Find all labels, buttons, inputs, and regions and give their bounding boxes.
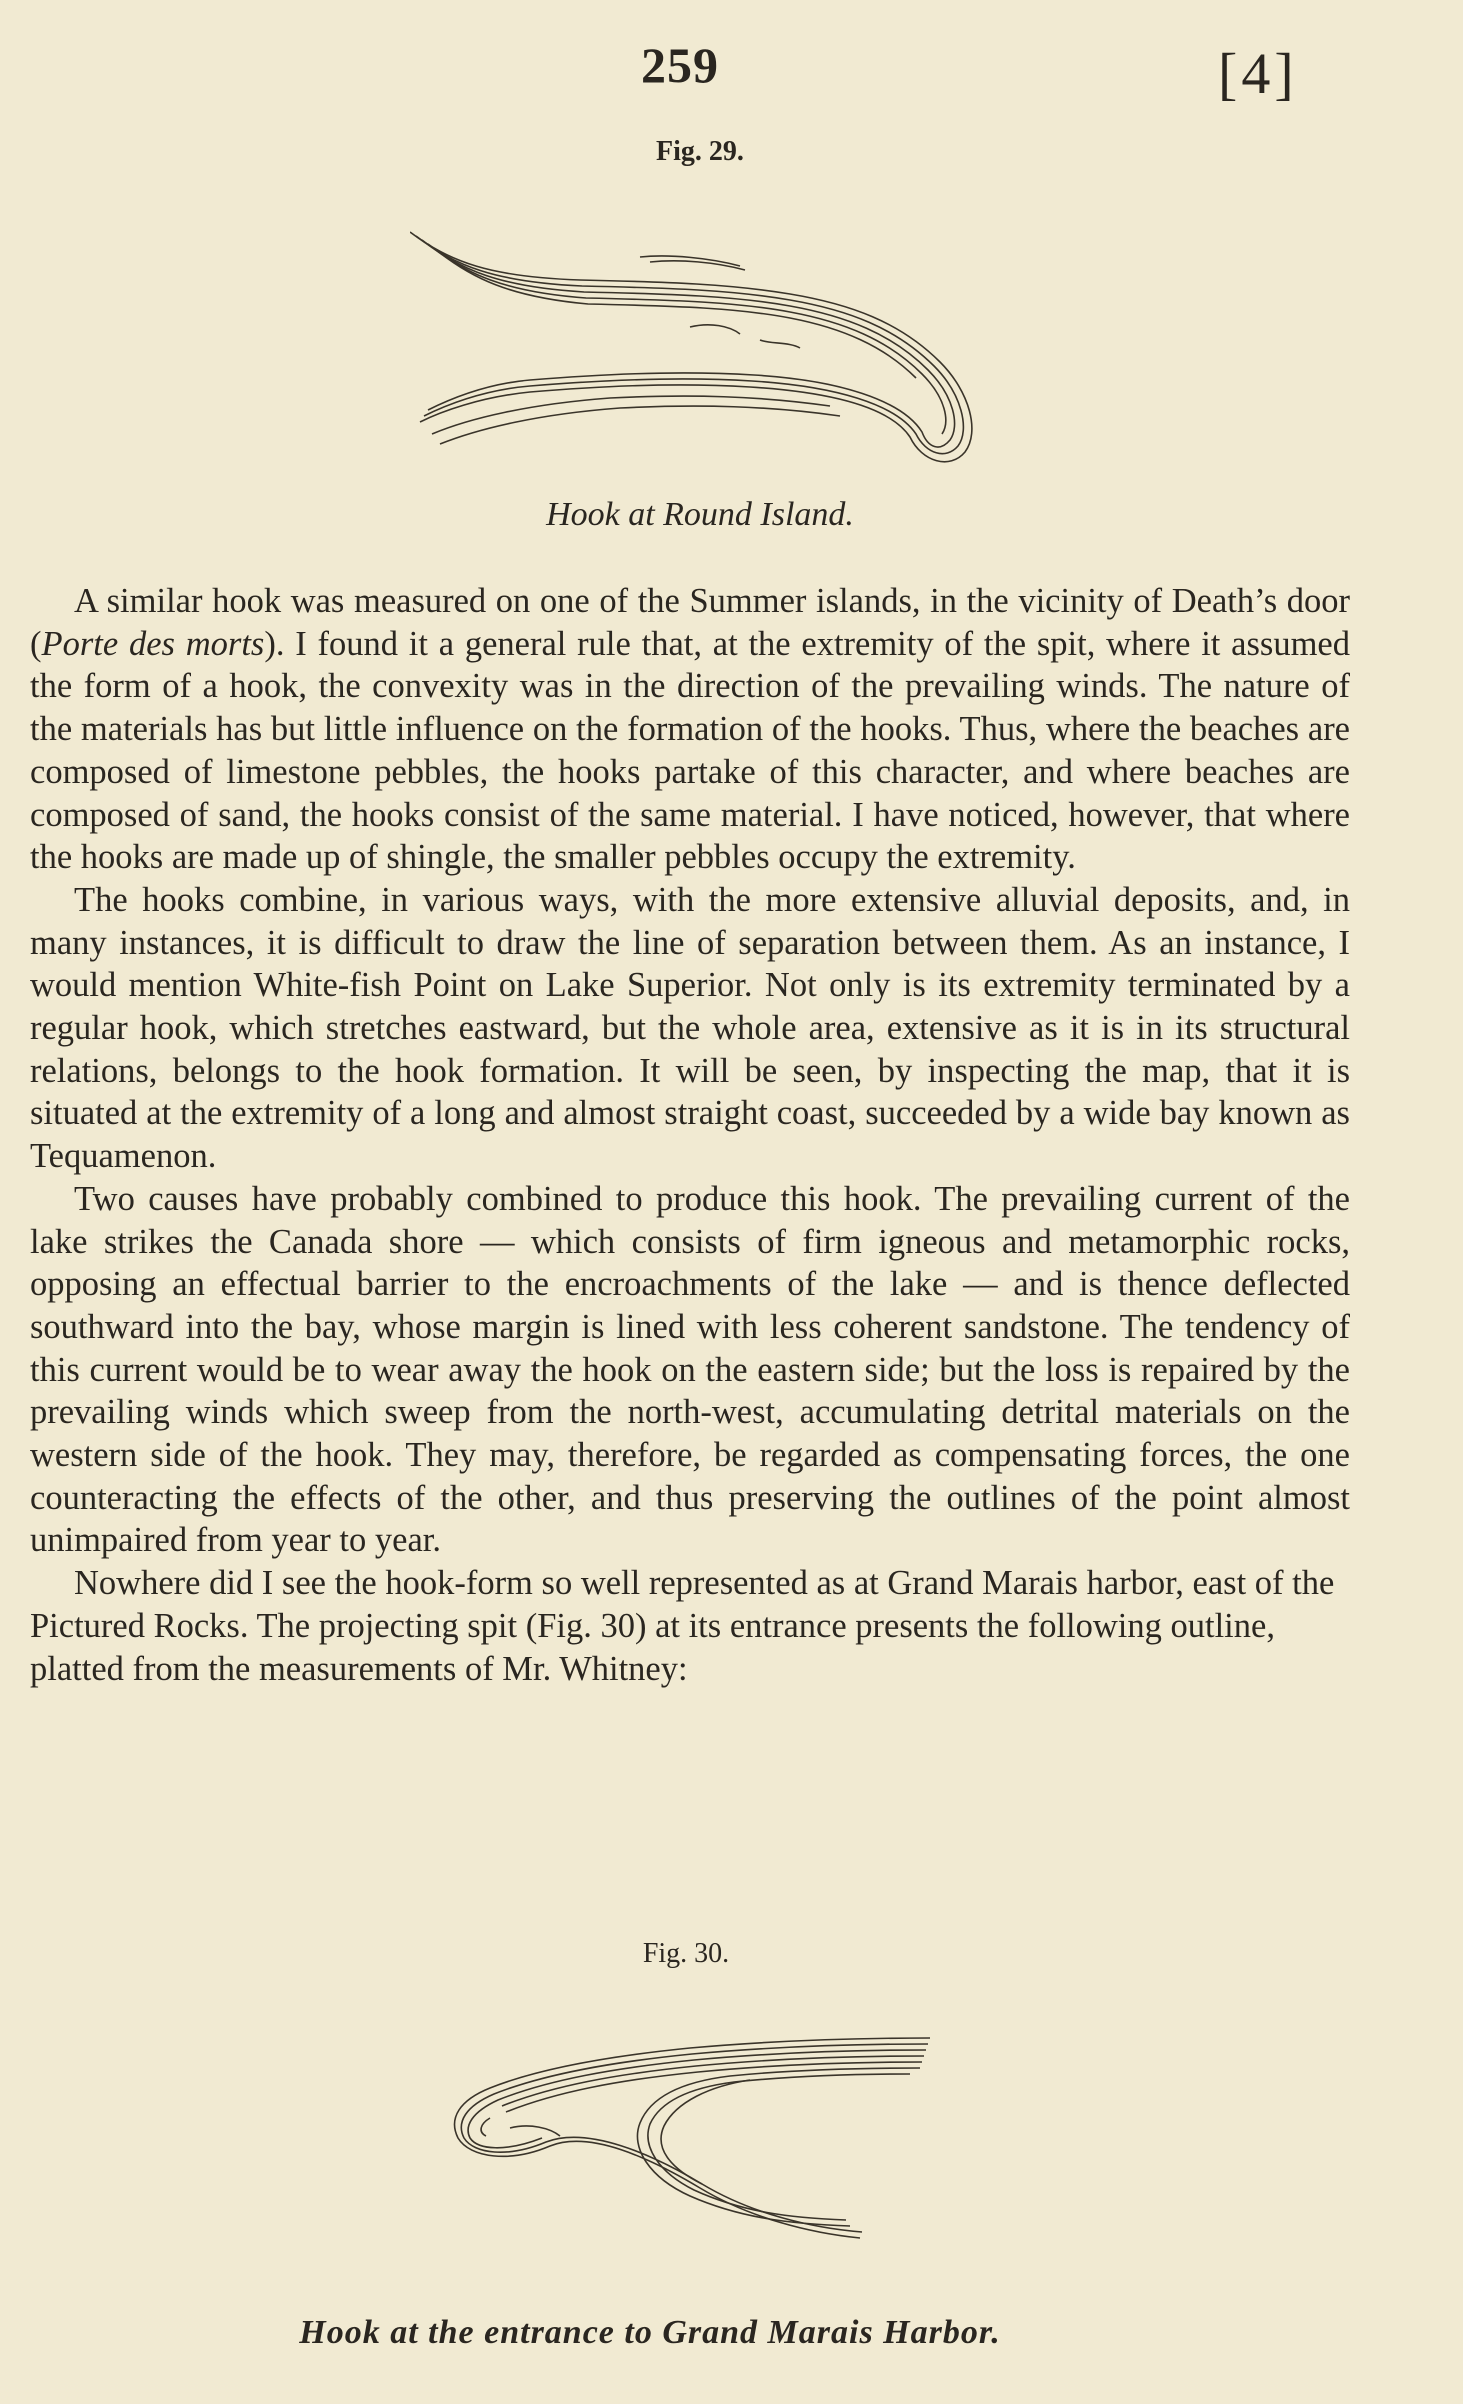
figure-29-hook-engraving: [410, 222, 1010, 472]
figure-30-hook-engraving: [450, 2028, 950, 2258]
figure-30-caption: Hook at the entrance to Grand Marais Harbor.: [299, 2314, 1001, 2351]
figure-29-caption: Hook at Round Island.: [546, 496, 854, 533]
body-text: [30, 580, 1350, 1690]
paragraph: Nowhere did I see the hook-form so well represented as at Grand Marais harbor, east of the Pictured Rocks. The projecting spit (Fig. 30) at its entrance presents the following outline, platted from the measurements of Mr. Whitney:: [30, 1564, 1335, 1688]
italic-term: Porte des morts: [41, 624, 265, 663]
figure-29-label: Fig. 29.: [656, 136, 744, 167]
page-number: 259: [641, 37, 719, 93]
paragraph-text: A similar hook was measured on one of the Summer islands, in the vicinity of Death’s door (: [30, 582, 1350, 663]
paragraph: [30, 580, 1350, 879]
paragraph: Two causes have probably combined to produce this hook. The prevailing current of the lake strikes the Canada shore — which consists of firm igneous and metamorphic rocks, opposing an effectual barrier to the encroachments of the lake — and is thence deflected southward into the bay, whose margin is lined with less coherent sandstone. The tendency of this current would be to wear away the hook on the eastern side; but the loss is repaired by the prevailing winds which sweep from the north-west, accumulating detrital materials on the western side of the hook. They may, therefore, be regarded as compensating forces, the one counteracting the effects of the other, and thus preserving the outlines of the point almost unimpaired from year to year.: [30, 1179, 1350, 1560]
figure-30-label: Fig. 30.: [642, 1938, 730, 1969]
document-number: [4]: [1218, 41, 1298, 106]
paragraph-text: ). I found it a general rule that, at the extremity of the spit, where it assumed the form of a hook, the convexity was in the direction of the prevailing winds. The nature of the materials has but little influence on the formation of the hooks. Thus, where the beaches are composed of limestone pebbles, the hooks partake of this character, and where beaches are composed of sand, the hooks consist of the same material. I have noticed, however, that where the hooks are made up of shingle, the smaller pebbles occupy the extremity.: [30, 624, 1350, 877]
paragraph: The hooks combine, in various ways, with the more extensive alluvial deposits, and, in many instances, it is difficult to draw the line of separation between them. As an instance, I would mention White-fish Point on Lake Superior. Not only is its extremity terminated by a regular hook, which stretches eastward, but the whole area, extensive as it is in its structural relations, belongs to the hook formation. It will be seen, by inspecting the map, that it is situated at the extremity of a long and almost straight coast, succeeded by a wide bay known as Tequamenon.: [30, 880, 1350, 1176]
